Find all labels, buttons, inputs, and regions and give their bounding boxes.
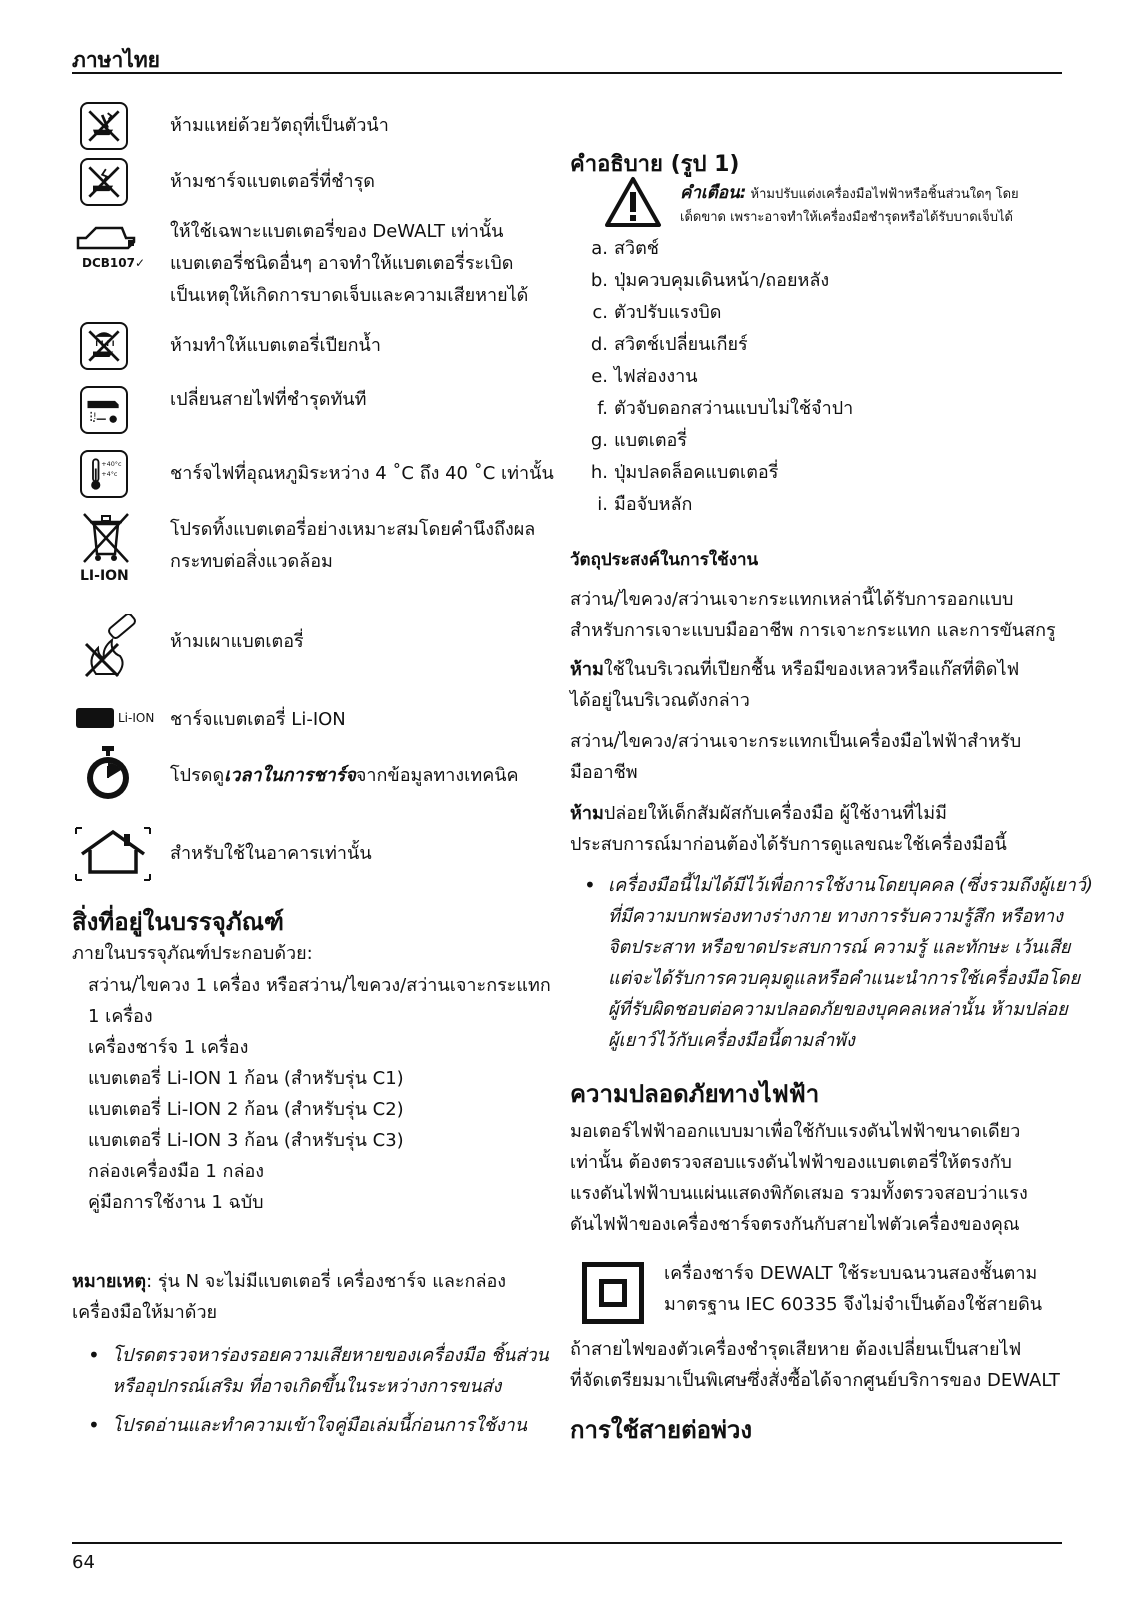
list-item: เครื่องชาร์จ 1 เครื่อง xyxy=(88,1037,249,1058)
list-item: 1 เครื่อง xyxy=(88,1006,153,1027)
electrical-p1: มอเตอร์ไฟฟ้าออกแบบมาเพื่อใช้กับแรงดันไฟฟ้าขนาดเดียว เท่านั้น ต้องตรวจสอบแรงดันไฟฟ้าของแบตเตอรี่ให้ตรงกับ แรงดันไฟฟ้าบนแผ่นแสดงพิกัดเสมอ รวมทั้งตรวจสอบว่าแรง ดันไฟฟ้าของเครื่องชาร์จตรงกันกับสายไฟตัวเครื่องของคุณ xyxy=(570,1121,1028,1235)
package-intro: ภายในบรรจุภัณฑ์ประกอบด้วย: xyxy=(72,943,313,964)
symbol-text-indoor: สำหรับใช้ในอาคารเท่านั้น xyxy=(170,843,372,864)
language-header: ภาษาไทย xyxy=(72,48,160,72)
temp-min-label: +4°c xyxy=(101,469,118,478)
symbol-text-dewalt-only: ให้ใช้เฉพาะแบตเตอรี่ของ DeWALT เท่านั้น แบตเตอรี่ชนิดอื่นๆ อาจทำให้แบตเตอรี่ระเบิด เป็นเหตุให้เกิดการบาดเจ็บและความเสียหายได้ xyxy=(170,221,529,306)
electrical-p2: ถ้าสายไฟของตัวเครื่องชำรุดเสียหาย ต้องเปลี่ยนเป็นสายไฟ ที่จัดเตรียมมาเป็นพิเศษซึ่งสั่งซื้อได้จากศูนย์บริการของ DEWALT xyxy=(570,1339,1060,1391)
symbol-text-disposal: โปรดทิ้งแบตเตอรี่อย่างเหมาะสมโดยคำนึงถึงผล กระทบต่อสิ่งแวดล้อม xyxy=(170,519,536,572)
symbol-text-no-conductive: ห้ามแหย่ด้วยวัตถุที่เป็นตัวนำ xyxy=(170,115,389,136)
intended-use-p4: ห้ามปล่อยให้เด็กสัมผัสกับเครื่องมือ ผู้ใช้งานที่ไม่มี ประสบการณ์มาก่อนต้องได้รับการดูแลขณะใช้เครื่องมือนี้ xyxy=(570,803,1007,855)
thermometer-icon xyxy=(80,450,128,498)
li-ion-battery-label: Li-ION xyxy=(118,711,155,725)
list-item: f. ตัวจับดอกสว่านแบบไม่ใช้จำปา xyxy=(597,398,854,419)
symbol-text-replace-cord: เปลี่ยนสายไฟที่ชำรุดทันที xyxy=(170,389,367,410)
bullet-check-damage: • โปรดตรวจหาร่องรอยความเสียหายของเครื่องมือ ชิ้นส่วน หรืออุปกรณ์เสริม ที่อาจเกิดขึ้นในระหว่างการขนส่ง xyxy=(88,1343,549,1397)
stopwatch-icon xyxy=(84,744,132,802)
replace-cord-icon xyxy=(80,386,128,434)
no-conductive-objects-icon xyxy=(80,102,128,150)
list-item: i. มือจับหลัก xyxy=(597,494,693,515)
house-icon xyxy=(74,826,152,882)
no-damaged-battery-icon xyxy=(80,158,128,206)
temp-max-label: +40°c xyxy=(101,459,122,468)
extension-cord-title: การใช้สายต่อพ่วง xyxy=(570,1416,753,1444)
list-item: สว่าน/ไขควง 1 เครื่อง หรือสว่าน/ไขควง/สว่านเจาะกระแทก xyxy=(88,975,551,996)
crossed-bin-icon xyxy=(80,510,132,566)
list-item: แบตเตอรี่ Li-ION 2 ก้อน (สำหรับรุ่น C2) xyxy=(88,1099,404,1120)
list-item: g. แบตเตอรี่ xyxy=(590,430,688,451)
no-fire-icon xyxy=(78,614,140,680)
intended-use-p2: ห้ามใช้ในบริเวณที่เปียกชื้น หรือมีของเหลวหรือแก๊สที่ติดไฟ ได้อยู่ในบริเวณดังกล่าว xyxy=(570,659,1020,711)
list-item: e. ไฟส่องงาน xyxy=(591,366,698,387)
footer-rule xyxy=(72,1542,1062,1544)
description-title: คำอธิบาย (รูป 1) xyxy=(570,152,740,177)
double-insulation-icon xyxy=(582,1262,644,1324)
bullet-not-for-children: • เครื่องมือนี้ไม่ได้มีไว้เพื่อการใช้งานโดยบุคคล (ซึ่งรวมถึงผู้เยาว์) ที่มีความบกพร่องทางร่างกาย ทางการรับความรู้สึก หรือทาง จิตประสาท หรือขาดประสบการณ์ ความรู้ และทักษะ เว้นเสีย แต่จะได้รับการควบคุมดูแลหรือคำแนะนำการใช้เครื่องมือโดย ผู้ที่รับผิดชอบต่อความปลอดภัยของบุคคลเหล่านั้น ห้ามปล่อย ผู้เยาว์ไว้กับเครื่องมือนี้ตามลำพัง xyxy=(584,873,1093,1051)
list-item: d. สวิตช์เปลี่ยนเกียร์ xyxy=(590,334,748,355)
list-item: h. ปุ่มปลดล็อคแบตเตอรี่ xyxy=(590,462,779,483)
electrical-safety-title: ความปลอดภัยทางไฟฟ้า xyxy=(570,1080,820,1108)
list-item: แบตเตอรี่ Li-ION 3 ก้อน (สำหรับรุ่น C3) xyxy=(88,1130,404,1151)
list-item: แบตเตอรี่ Li-ION 1 ก้อน (สำหรับรุ่น C1) xyxy=(88,1068,404,1089)
li-ion-bin-label: LI-ION xyxy=(80,568,129,584)
list-item: คู่มือการใช้งาน 1 ฉบับ xyxy=(88,1192,264,1213)
package-title: สิ่งที่อยู่ในบรรจุภัณฑ์ xyxy=(72,908,284,936)
symbol-text-li-ion: ชาร์จแบตเตอรี่ Li-ION xyxy=(170,709,346,730)
symbol-text-no-damaged: ห้ามชาร์จแบตเตอรี่ที่ชำรุด xyxy=(170,171,375,192)
no-water-icon xyxy=(80,322,128,370)
li-ion-battery-icon xyxy=(76,708,114,728)
battery-model-label: DCB107✓ xyxy=(82,256,146,270)
symbol-text-no-fire: ห้ามเผาแบตเตอรี่ xyxy=(170,631,304,652)
list-item: กล่องเครื่องมือ 1 กล่อง xyxy=(88,1161,265,1182)
intended-use-p3: สว่าน/ไขควง/สว่านเจาะกระแทกเป็นเครื่องมือไฟฟ้าสำหรับ มืออาชีพ xyxy=(570,731,1022,783)
intended-use-p1: สว่าน/ไขควง/สว่านเจาะกระแทกเหล่านี้ได้รับการออกแบบ สำหรับการเจาะแบบมืออาชีพ การเจาะกระแทก และการขันสกรู xyxy=(570,589,1056,641)
warning-icon xyxy=(604,176,662,228)
bullet-read-manual: • โปรดอ่านและทำความเข้าใจคู่มือเล่มนี้ก่อนการใช้งาน xyxy=(88,1413,527,1437)
warning-text: คำเตือน: ห้ามปรับแต่งเครื่องมือไฟฟ้าหรือชิ้นส่วนใดๆ โดย เด็ดขาด เพราะอาจทำให้เครื่องมือชำรุดหรือได้รับบาดเจ็บได้ xyxy=(680,183,1019,225)
symbol-text-temperature: ชาร์จไฟที่อุณหภูมิระหว่าง 4 ˚C ถึง 40 ˚C เท่านั้น xyxy=(170,463,554,484)
symbol-text-charge-time: โปรดดูเวลาในการชาร์จจากข้อมูลทางเทคนิค xyxy=(170,765,519,786)
insulation-text: เครื่องชาร์จ DEWALT ใช้ระบบฉนวนสองชั้นตาม มาตรฐาน IEC 60335 จึงไม่จำเป็นต้องใช้สายดิน xyxy=(664,1263,1043,1315)
header-rule xyxy=(72,72,1062,74)
svg-text:!: ! xyxy=(93,411,97,423)
list-item: c. ตัวปรับแรงบิด xyxy=(592,302,722,323)
list-item: b. ปุ่มควบคุมเดินหน้า/ถอยหลัง xyxy=(590,270,830,291)
list-item: a. สวิตช์ xyxy=(591,238,659,259)
page-number: 64 xyxy=(72,1552,95,1573)
package-items xyxy=(88,970,551,1218)
symbol-text-no-water: ห้ามทำให้แบตเตอรี่เปียกน้ำ xyxy=(170,335,381,356)
package-note: หมายเหตุ: รุ่น N จะไม่มีแบตเตอรี่ เครื่องชาร์จ และกล่อง เครื่องมือให้มาด้วย xyxy=(72,1271,507,1323)
intended-use-title: วัตถุประสงค์ในการใช้งาน xyxy=(570,550,759,570)
battery-pack-icon xyxy=(76,222,138,252)
